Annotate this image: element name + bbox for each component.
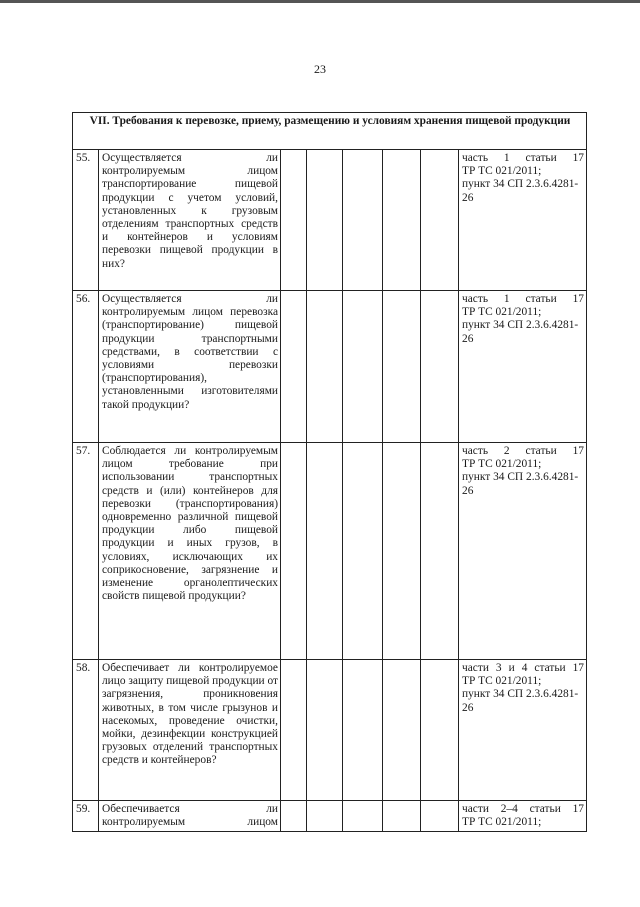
- row-number: 57.: [73, 443, 99, 660]
- answer-cell-extra[interactable]: [383, 443, 421, 660]
- answer-cell-extra[interactable]: [383, 801, 421, 832]
- answer-cell-yes[interactable]: [281, 291, 307, 443]
- answer-cell-extra[interactable]: [383, 660, 421, 801]
- table-row: [73, 150, 587, 291]
- reference-line: часть 2 статьи 17: [462, 445, 584, 457]
- answer-cell-no[interactable]: [307, 801, 343, 832]
- reference-line: части 2–4 статьи 17: [462, 803, 584, 815]
- reference-line: часть 1 статьи 17: [462, 293, 584, 305]
- answer-cell-not-applicable[interactable]: [343, 150, 383, 291]
- requirement-question: Обеспечивается ли контролируемым лицом: [99, 801, 281, 832]
- answer-cell-extra[interactable]: [383, 291, 421, 443]
- page-number: 23: [314, 62, 326, 76]
- table-row: [73, 291, 587, 443]
- answer-cell-yes[interactable]: [281, 443, 307, 660]
- answer-cell-no[interactable]: [307, 150, 343, 291]
- reference-line: ТР ТС 021/2011;: [462, 165, 542, 178]
- answer-cell-not-applicable[interactable]: [343, 443, 383, 660]
- requirement-question: Осуществляется ли контролируемым лицом транспортирование пищевой продукции с учетом условий, установленных к грузовым отделениям транспортных средств и контейнеров и условиям перевозки пищевой продукции в них?: [99, 150, 281, 291]
- row-number: 59.: [73, 801, 99, 832]
- answer-cell-extra[interactable]: [383, 150, 421, 291]
- answer-cell-not-applicable[interactable]: [343, 660, 383, 801]
- answer-cell-note[interactable]: [421, 801, 459, 832]
- reference-line: части 3 и 4 статьи 17: [462, 662, 584, 674]
- answer-cell-note[interactable]: [421, 150, 459, 291]
- reference-line: ТР ТС 021/2011;: [462, 816, 542, 829]
- legal-reference: [459, 443, 587, 660]
- table-row: [73, 443, 587, 660]
- answer-cell-not-applicable[interactable]: [343, 291, 383, 443]
- reference-line: ТР ТС 021/2011;: [462, 306, 542, 319]
- answer-cell-note[interactable]: [421, 291, 459, 443]
- reference-line: пункт 34 СП 2.3.6.4281-26: [462, 688, 579, 714]
- legal-reference: [459, 660, 587, 801]
- section-header-row: [73, 113, 587, 150]
- row-number: 58.: [73, 660, 99, 801]
- requirement-question: Обеспечивает ли контролируемое лицо защиту пищевой продукции от загрязнения, проникновения животных, в том числе грызунов и насекомых, проведение очистки, мойки, дезинфекции конструкцией грузовых отделений транспортных средств и контейнеров?: [99, 660, 281, 801]
- top-edge-rule: [0, 0, 640, 3]
- reference-line: пункт 34 СП 2.3.6.4281-26: [462, 319, 579, 345]
- row-number: 56.: [73, 291, 99, 443]
- answer-cell-no[interactable]: [307, 443, 343, 660]
- answer-cell-yes[interactable]: [281, 801, 307, 832]
- reference-line: ТР ТС 021/2011;: [462, 458, 542, 471]
- table-row: [73, 660, 587, 801]
- legal-reference: [459, 291, 587, 443]
- answer-cell-no[interactable]: [307, 291, 343, 443]
- legal-reference: [459, 801, 587, 832]
- reference-line: пункт 34 СП 2.3.6.4281-26: [462, 178, 579, 204]
- requirement-question: Соблюдается ли контролируемым лицом требование при использовании транспортных средств и (или) контейнеров для перевозки (транспортирования) одновременно различной пищевой продукции либо пищевой продукции и иных грузов, в условиях, исключающих их соприкосновение, загрязнение и изменение органолептических свойств пищевой продукции?: [99, 443, 281, 660]
- row-number: 55.: [73, 150, 99, 291]
- checklist-table: [72, 112, 587, 832]
- answer-cell-no[interactable]: [307, 660, 343, 801]
- legal-reference: [459, 150, 587, 291]
- section-title: VII. Требования к перевозке, приему, размещению и условиям хранения пищевой продукции: [73, 113, 587, 150]
- reference-line: ТР ТС 021/2011;: [462, 675, 542, 688]
- reference-line: пункт 34 СП 2.3.6.4281-26: [462, 471, 579, 497]
- reference-line: часть 1 статьи 17: [462, 152, 584, 164]
- requirement-question: Осуществляется ли контролируемым лицом перевозка (транспортирование) пищевой продукции транспортными средствами, в соответствии с условиями перевозки (транспортирования), установленными изготовителями такой продукции?: [99, 291, 281, 443]
- answer-cell-yes[interactable]: [281, 150, 307, 291]
- answer-cell-yes[interactable]: [281, 660, 307, 801]
- table-row: [73, 801, 587, 832]
- answer-cell-note[interactable]: [421, 443, 459, 660]
- answer-cell-not-applicable[interactable]: [343, 801, 383, 832]
- answer-cell-note[interactable]: [421, 660, 459, 801]
